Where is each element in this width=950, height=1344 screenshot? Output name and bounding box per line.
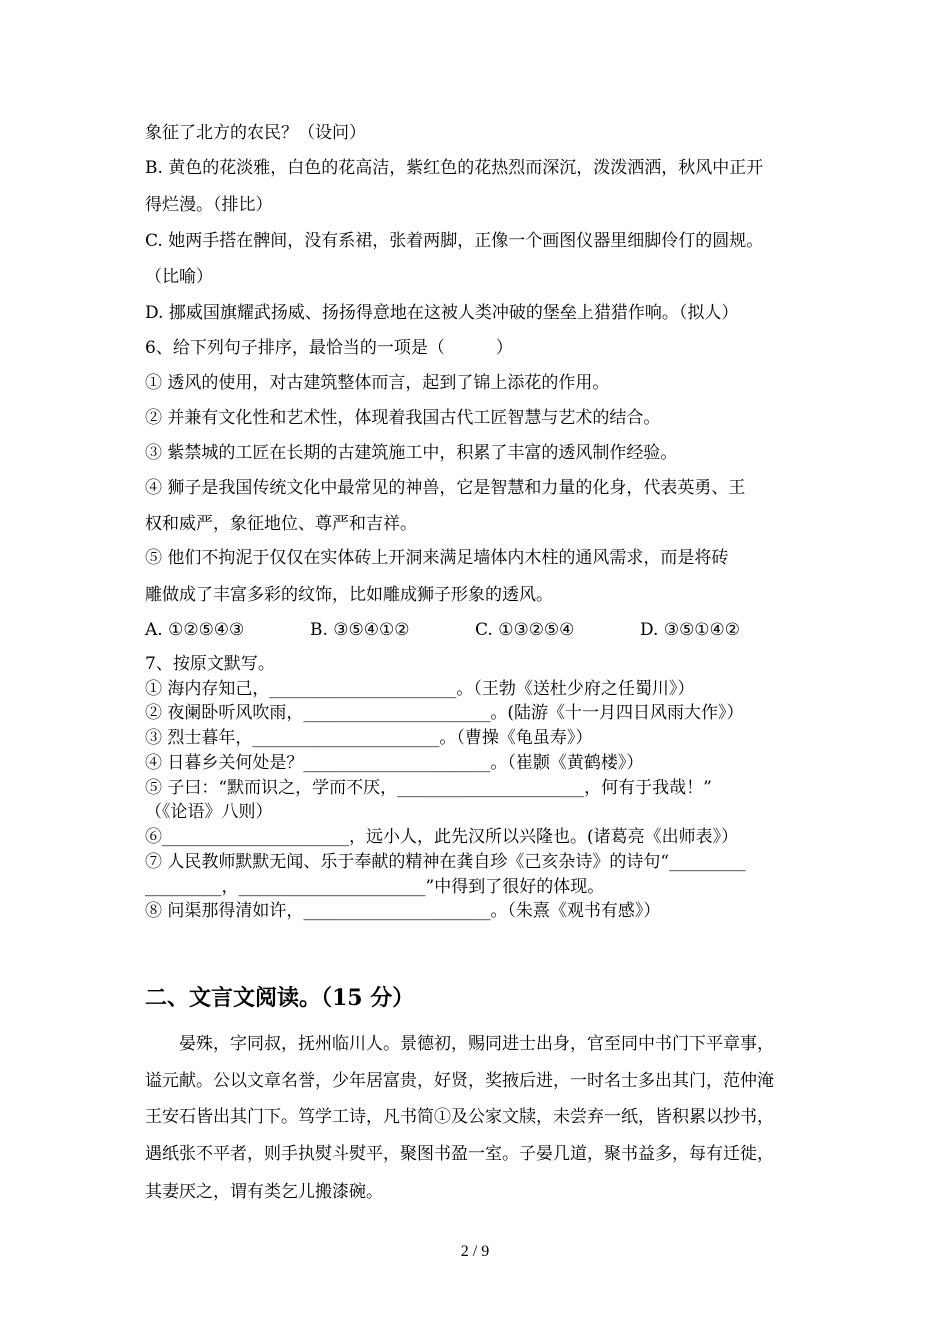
text-line: ⑦ 人民教师默默无闻、乐于奉献的精神在龚自珍《己亥杂诗》的诗句“_________ [145,852,746,872]
text-line: ⑤ 他们不拘泥于仅仅在实体砖上开洞来满足墙体内木柱的通风需求，而是将砖 [145,548,729,568]
text-line: B. 黄色的花淡雅，白色的花高洁，紫红色的花热烈而深沉，泼泼洒洒，秋风中正开 [145,158,764,178]
text-line: ③ 烈士暮年，______________________。（曹操《龟虽寿》） [145,728,593,748]
text-line: ② 夜阑卧听风吹雨，______________________。(陆游《十一月四日风雨大作》） [145,703,744,723]
passage-line: 其妻厌之，谓有类乞儿搬漆碗。 [145,1182,383,1202]
text-line: ① 海内存知己，______________________。（王勃《送杜少府之任蜀川》） [145,679,695,699]
question-7-stem: 7、按原文默写。 [145,654,275,674]
text-line: ② 并兼有文化性和艺术性，体现着我国古代工匠智慧与艺术的结合。 [145,408,661,428]
text-line: 权和威严，象征地位、尊严和吉祥。 [145,514,417,534]
text-line: 雕做成了丰富多彩的纹饰，比如雕成狮子形象的透风。 [145,585,553,605]
option-d: D. ③⑤①④② [640,620,741,640]
passage-line: 谥元献。公以文章名誉，少年居富贵，好贤，奖掖后进，一时名士多出其门，范仲淹 [145,1071,774,1091]
text-line: 象征了北方的农民？（设问） [145,123,366,143]
text-line: ⑥______________________，远小人，此先汉所以兴隆也。(诸葛亮《出师表》） [145,827,739,847]
option-b: B. ③⑤④①② [310,620,410,640]
text-line: ① 透风的使用，对古建筑整体而言，起到了锦上添花的作用。 [145,373,610,393]
option-c: C. ①③②⑤④ [475,620,575,640]
page-number: 2 / 9 [460,1243,490,1260]
text-line: _________，______________________”中得到了很好的体现。 [145,877,605,897]
text-line: ⑤ 子曰：“默而识之，学而不厌，______________________，何有于我哉！” [145,778,712,798]
text-line: ④ 狮子是我国传统文化中最常见的神兽，它是智慧和力量的化身，代表英勇、王 [145,478,746,498]
text-line: ③ 紫禁城的工匠在长期的古建筑施工中，积累了丰富的透风制作经验。 [145,443,678,463]
text-line: （比喻） [145,267,213,287]
passage-line: 晏殊，字同叔，抚州临川人。景德初，赐同进士出身，官至同中书门下平章事， [145,1034,774,1054]
question-6-stem: 6、给下列句子排序，最恰当的一项是（ ） [145,338,513,358]
text-line: （《论语》八则） [145,802,273,822]
passage-line: 王安石皆出其门下。笃学工诗，凡书简①及公家文牍，未尝弃一纸，皆积累以抄书， [145,1107,774,1127]
section-title: 二、文言文阅读。（15 分） [145,985,415,1011]
passage-line: 遇纸张不平者，则手执熨斗熨平，聚图书盈一室。子晏几道，聚书益多，每有迁徙， [145,1144,774,1164]
option-a: A. ①②⑤④③ [145,620,245,640]
text-line: ⑧ 问渠那得清如许，______________________。（朱熹《观书有感》） [145,901,661,921]
text-line: D. 挪威国旗耀武扬威、扬扬得意地在这被人类冲破的堡垒上猎猎作响。（拟人） [145,303,739,323]
text-line: C. 她两手搭在髀间，没有系裙，张着两脚，正像一个画图仪器里细脚伶仃的圆规。 [145,231,764,251]
text-line: ④ 日暮乡关何处是？______________________。（崔颢《黄鹤楼》） [145,753,644,773]
text-line: 得烂漫。（排比） [145,195,273,215]
